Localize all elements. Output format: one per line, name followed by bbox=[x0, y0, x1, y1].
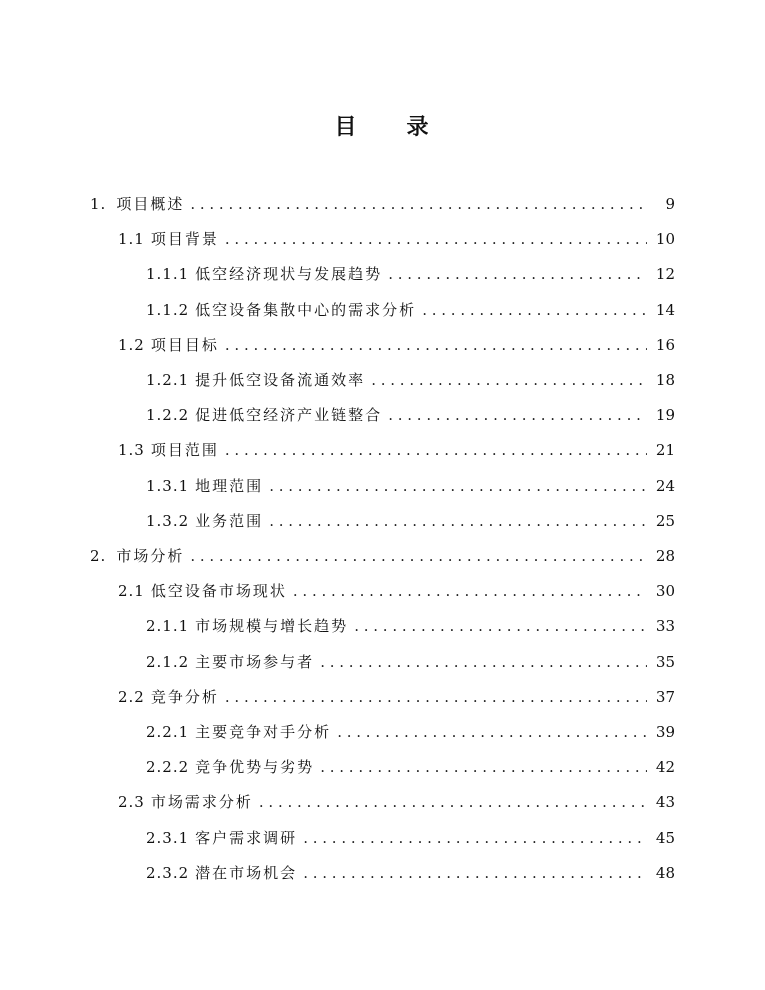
toc-dot-leader bbox=[269, 469, 647, 503]
toc-entry-number: 1.3.1 bbox=[146, 476, 190, 495]
toc-entry-number: 1.1.1 bbox=[146, 265, 190, 284]
toc-entry-title: 市场分析 bbox=[116, 547, 185, 565]
toc-entry-page-number: 21 bbox=[655, 441, 675, 460]
toc-dot-leader bbox=[190, 187, 647, 221]
toc-entry[interactable] bbox=[146, 293, 675, 327]
toc-entry[interactable] bbox=[90, 539, 675, 573]
toc-dot-leader bbox=[303, 821, 647, 855]
toc-entry-title: 主要竞争对手分析 bbox=[195, 723, 332, 741]
toc-entry-number: 2.3.1 bbox=[146, 828, 190, 847]
toc-entry[interactable] bbox=[118, 680, 675, 714]
toc-entry[interactable] bbox=[118, 433, 675, 467]
toc-entry[interactable] bbox=[118, 785, 675, 819]
toc-dot-leader bbox=[422, 293, 647, 327]
toc-entry[interactable] bbox=[146, 609, 675, 643]
toc-entry-page-number: 12 bbox=[655, 265, 675, 284]
toc-entry-page-number: 16 bbox=[655, 335, 675, 354]
toc-entry-title: 客户需求调研 bbox=[195, 828, 298, 847]
toc-entry-page-number: 48 bbox=[655, 863, 675, 882]
toc-entry-number: 2.3 bbox=[118, 793, 145, 812]
toc-entry[interactable] bbox=[146, 398, 675, 432]
toc-dot-leader bbox=[225, 328, 647, 362]
toc-entry-number: 1.2 bbox=[118, 335, 145, 354]
toc-entry-page-number: 19 bbox=[655, 406, 675, 425]
toc-dot-leader bbox=[225, 680, 647, 714]
toc-entry-title: 市场规模与增长趋势 bbox=[195, 617, 349, 636]
toc-entry[interactable] bbox=[146, 856, 675, 890]
toc-entry[interactable] bbox=[146, 645, 675, 679]
toc-entry-title: 低空设备集散中心的需求分析 bbox=[195, 300, 417, 319]
page-title bbox=[0, 110, 765, 146]
toc-dot-leader bbox=[269, 504, 647, 538]
toc-entry-title: 项目范围 bbox=[150, 441, 219, 460]
toc-entry-page-number: 42 bbox=[655, 758, 675, 777]
toc-entry[interactable] bbox=[146, 469, 675, 503]
toc-dot-leader bbox=[337, 715, 647, 749]
toc-entry-title: 低空设备市场现状 bbox=[150, 582, 287, 601]
toc-entry[interactable] bbox=[146, 257, 675, 291]
toc-entry[interactable] bbox=[146, 715, 675, 749]
toc-entry-title: 促进低空经济产业链整合 bbox=[195, 406, 383, 425]
toc-entry-title: 潜在市场机会 bbox=[195, 863, 298, 882]
toc-dot-leader bbox=[388, 398, 647, 432]
toc-dot-leader bbox=[320, 645, 647, 679]
toc-entry-title: 低空经济现状与发展趋势 bbox=[195, 265, 383, 284]
toc-dot-leader bbox=[354, 609, 647, 643]
toc-entry-number: 2.1.1 bbox=[146, 617, 190, 636]
toc-entry[interactable] bbox=[146, 750, 675, 784]
toc-entry-number: 1.1 bbox=[118, 230, 145, 249]
toc-entry-title: 项目背景 bbox=[150, 230, 219, 249]
title-char-right: 录 bbox=[406, 115, 431, 140]
toc-entry-number: 1.3.2 bbox=[146, 511, 190, 530]
toc-entry-page-number: 30 bbox=[655, 582, 675, 601]
toc-dot-leader bbox=[259, 785, 647, 819]
toc-entry-number: 1.3 bbox=[118, 441, 145, 460]
toc-entry-number: 1.2.2 bbox=[146, 406, 190, 425]
toc-entry-number: 1.2.1 bbox=[146, 371, 190, 389]
toc-entry-title: 项目概述 bbox=[116, 195, 185, 213]
toc-entry-number: 2.1.2 bbox=[146, 652, 190, 671]
toc-entry[interactable] bbox=[118, 222, 675, 256]
toc-entry-page-number: 10 bbox=[655, 230, 675, 249]
toc-entry[interactable] bbox=[90, 187, 675, 221]
toc-entry-number: 1.1.2 bbox=[146, 300, 190, 319]
toc-entry-page-number: 37 bbox=[655, 687, 675, 706]
toc-dot-leader bbox=[293, 574, 647, 608]
toc-entry-number: 2.3.2 bbox=[146, 863, 190, 882]
toc-dot-leader bbox=[190, 539, 647, 573]
toc-entry-page-number: 45 bbox=[655, 828, 675, 847]
toc-dot-leader bbox=[320, 750, 647, 784]
toc-entry[interactable] bbox=[118, 328, 675, 362]
toc-entry-number: 2.1 bbox=[118, 582, 145, 601]
toc-entry[interactable] bbox=[146, 821, 675, 855]
toc-entry[interactable] bbox=[146, 363, 675, 397]
toc-entry-page-number: 9 bbox=[665, 195, 675, 213]
toc-entry-page-number: 39 bbox=[655, 723, 675, 741]
toc-entry-title: 主要市场参与者 bbox=[195, 652, 315, 671]
toc-entry-page-number: 28 bbox=[655, 547, 675, 565]
toc-entry-title: 地理范围 bbox=[195, 476, 264, 495]
toc-entry-number: 2.2 bbox=[118, 687, 145, 706]
toc-entry-number: 2. bbox=[90, 547, 107, 565]
toc-entry[interactable] bbox=[118, 574, 675, 608]
toc-entry-page-number: 35 bbox=[655, 652, 675, 671]
toc-dot-leader bbox=[225, 222, 647, 256]
toc-entry-title: 竞争分析 bbox=[150, 687, 219, 706]
toc-entry-title: 项目目标 bbox=[150, 335, 219, 354]
toc-entry-page-number: 24 bbox=[655, 476, 675, 495]
toc-entry-number: 2.2.2 bbox=[146, 758, 190, 777]
toc-entry-title: 市场需求分析 bbox=[150, 793, 253, 812]
toc-entry-title: 业务范围 bbox=[195, 511, 264, 530]
toc-entry-title: 提升低空设备流通效率 bbox=[195, 371, 366, 389]
toc-entry-page-number: 14 bbox=[655, 300, 675, 319]
toc-dot-leader bbox=[388, 257, 647, 291]
toc-entry[interactable] bbox=[146, 504, 675, 538]
title-char-left: 目 bbox=[334, 115, 359, 140]
toc-entry-page-number: 18 bbox=[655, 371, 675, 389]
toc-dot-leader bbox=[225, 433, 647, 467]
toc-entry-number: 2.2.1 bbox=[146, 723, 190, 741]
toc-entry-page-number: 43 bbox=[655, 793, 675, 812]
toc-dot-leader bbox=[303, 856, 647, 890]
toc-entry-page-number: 33 bbox=[655, 617, 675, 636]
toc-entry-page-number: 25 bbox=[655, 511, 675, 530]
toc-entry-number: 1. bbox=[90, 195, 107, 213]
toc-entry-title: 竞争优势与劣势 bbox=[195, 758, 315, 777]
toc-dot-leader bbox=[371, 363, 647, 397]
